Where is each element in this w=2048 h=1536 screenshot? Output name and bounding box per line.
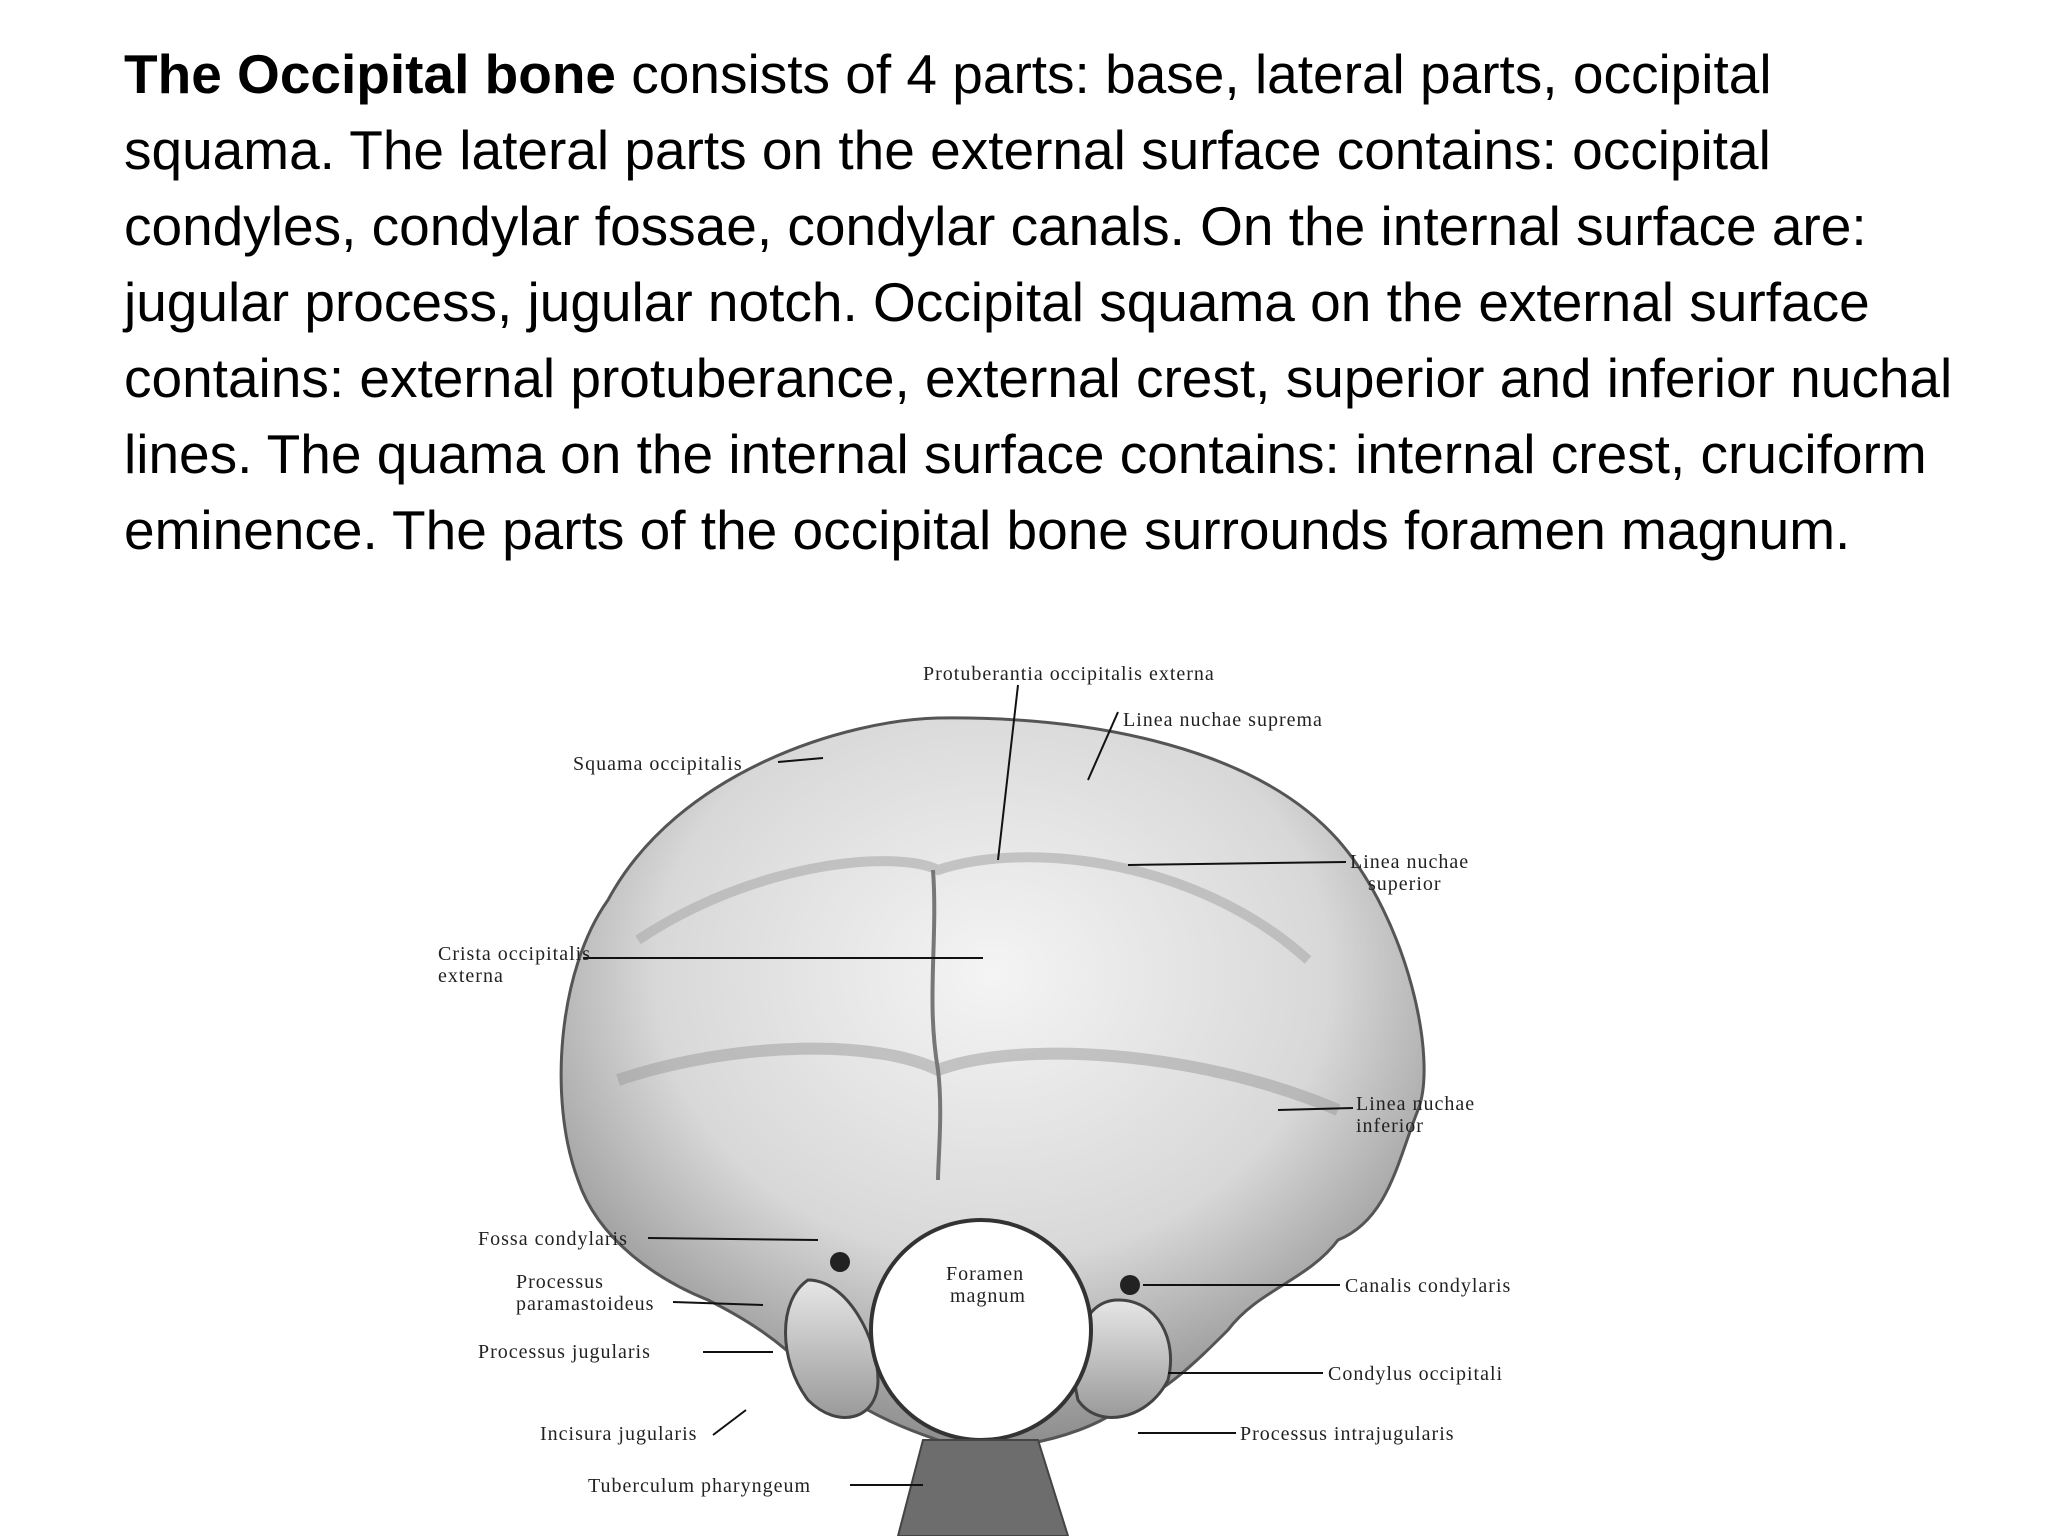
occipital-bone-illustration (378, 640, 1668, 1536)
label-incisura: Incisura jugularis (540, 1423, 698, 1445)
label-fossa: Fossa condylaris (478, 1228, 628, 1250)
label-crista-1: Crista occipitalis (438, 943, 591, 965)
label-linea-superior-2: superior (1368, 873, 1442, 895)
foramen-magnum-shape (871, 1220, 1091, 1440)
occipital-bone-figure (378, 640, 1668, 1536)
paragraph-text: consists of 4 parts: base, lateral parts, occipital squama. The lateral parts on the external surface contains: occipital condyles, condylar fossae, condylar canals. On the internal surface are: jugular process, jugular notch. Occipital squama on the external surface contains: external protuberance, external crest, superior and inferior nuchal lines. The quama on the internal surface contains: internal crest, cruciform eminence. The parts of the occipital bone surrounds foramen magnum. (124, 43, 1953, 561)
label-linea-inferior-1: Linea nuchae (1356, 1093, 1476, 1115)
right-condylar-canal (1120, 1275, 1140, 1295)
label-tuberculum: Tuberculum pharyngeum (588, 1475, 812, 1497)
label-squama: Squama occipitalis (573, 753, 743, 775)
label-linea-inferior-2: inferior (1356, 1115, 1424, 1137)
label-processus-jug: Processus jugularis (478, 1341, 651, 1363)
paragraph-bold-lead: The Occipital bone (124, 43, 617, 105)
label-protuberantia: Protuberantia occipitalis externa (923, 663, 1215, 685)
label-crista-2: externa (438, 965, 504, 987)
label-processus-intra: Processus intrajugularis (1240, 1423, 1455, 1445)
description-paragraph (124, 36, 1954, 568)
label-processus-para-2: paramastoideus (516, 1293, 655, 1315)
label-condylus: Condylus occipitali (1328, 1363, 1504, 1385)
label-linea-superior-1: Linea nuchae (1350, 851, 1470, 873)
label-linea-suprema: Linea nuchae suprema (1123, 709, 1323, 731)
left-condylar-canal (830, 1252, 850, 1272)
label-processus-para-1: Processus (516, 1271, 604, 1293)
label-foramen-1: Foramen (946, 1263, 1025, 1285)
basilar-part-shape (898, 1440, 1068, 1536)
label-canalis: Canalis condylaris (1345, 1275, 1512, 1297)
label-foramen-2: magnum (950, 1285, 1026, 1307)
